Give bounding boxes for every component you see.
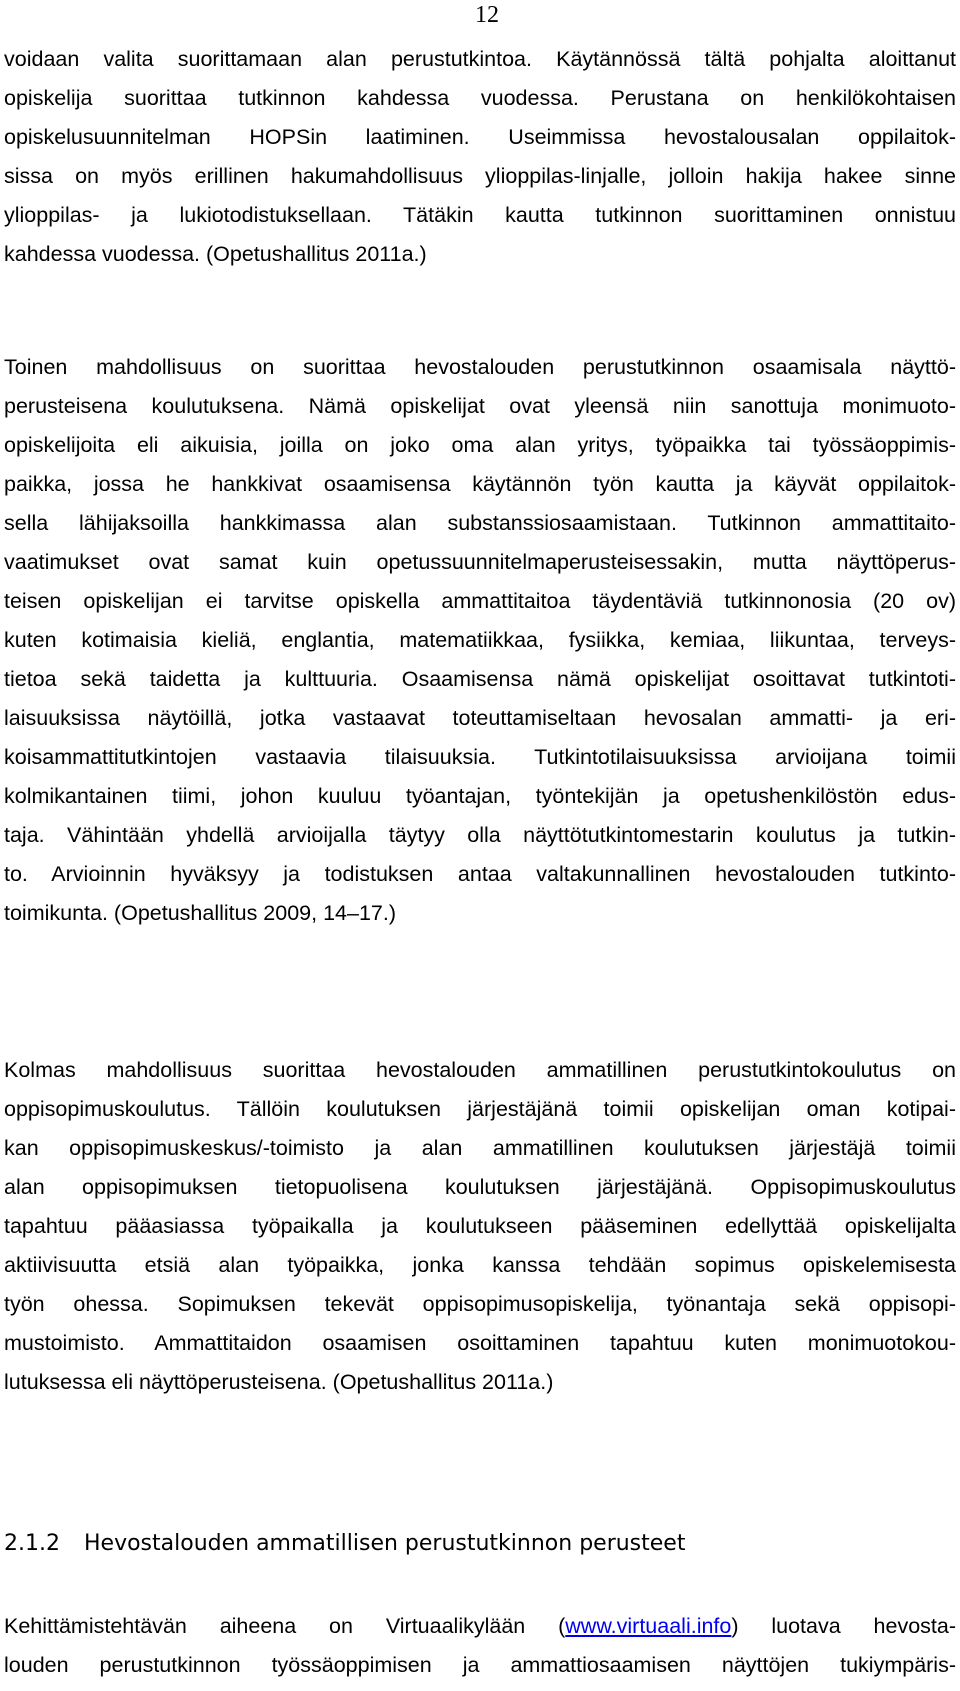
text-line: työn ohessa. Sopimuksen tekevät oppisopimusopiskelija, työnantaja sekä oppisopi- — [4, 1292, 956, 1316]
page-number: 12 — [475, 2, 499, 28]
virtuaali-link[interactable]: www.virtuaali.info — [565, 1614, 732, 1638]
text-line: lutuksessa eli näyttöperusteisena. (Opetushallitus 2011a.) — [4, 1370, 554, 1394]
text-line: sissa on myös erillinen hakumahdollisuus ylioppilas-linjalle, jolloin hakija hakee sinne — [4, 164, 956, 188]
text-line: laisuuksissa näytöillä, jotka vastaavat toteuttamiseltaan hevosalan ammatti- ja eri- — [4, 706, 956, 730]
text-line: vaatimukset ovat samat kuin opetussuunnitelmaperusteisessakin, mutta näyttöperus- — [4, 550, 956, 574]
paragraph-2 — [4, 348, 956, 933]
section-title: Hevostalouden ammatillisen perustutkinnon perusteet — [84, 1531, 686, 1556]
text-line: kuten kotimaisia kieliä, englantia, matematiikkaa, fysiikka, kemiaa, liikuntaa, terveys- — [4, 628, 956, 652]
text-line: perusteisena koulutuksena. Nämä opiskelijat ovat yleensä niin sanottuja monimuoto- — [4, 394, 956, 418]
text-line: taja. Vähintään yhdellä arvioijalla täytyy olla näyttötutkintomestarin koulutus ja tutkin- — [4, 823, 956, 847]
text-after-link: ) luotava hevosta- — [731, 1614, 956, 1638]
text-line: kan oppisopimuskeskus/-toimisto ja alan ammatillinen koulutuksen järjestäjä toimii — [4, 1136, 956, 1160]
section-heading — [4, 1524, 685, 1564]
text-line: ylioppilas- ja lukiotodistuksellaan. Tätäkin kautta tutkinnon suorittaminen onnistuu — [4, 203, 956, 227]
text-line: tietoa sekä taidetta ja kulttuuria. Osaamisensa nämä opiskelijat osoittavat tutkintoti- — [4, 667, 956, 691]
text-line: alan oppisopimuksen tietopuolisena koulutuksen järjestäjänä. Oppisopimuskoulutus — [4, 1175, 956, 1199]
text-line: kolmikantainen tiimi, johon kuuluu työantajan, työntekijän ja opetushenkilöstön edus- — [4, 784, 956, 808]
text-line: voidaan valita suorittamaan alan perustutkintoa. Käytännössä tältä pohjalta aloittanut — [4, 47, 956, 71]
text-line: tapahtuu pääasiassa työpaikalla ja koulutukseen pääseminen edellyttää opiskelijalta — [4, 1214, 956, 1238]
text-line: mustoimisto. Ammattitaidon osaamisen osoittaminen tapahtuu kuten monimuotokou- — [4, 1331, 956, 1355]
text-before-link: Kehittämistehtävän aiheena on Virtuaalikylään ( — [4, 1614, 566, 1638]
text-line: Kolmas mahdollisuus suorittaa hevostalouden ammatillinen perustutkintokoulutus on — [4, 1058, 956, 1082]
paragraph-1 — [4, 40, 956, 274]
paragraph-3 — [4, 1051, 956, 1402]
text-line: Toinen mahdollisuus on suorittaa hevostalouden perustutkinnon osaamisala näyttö- — [4, 355, 956, 379]
text-line: opiskelija suorittaa tutkinnon kahdessa vuodessa. Perustana on henkilökohtaisen — [4, 86, 956, 110]
paragraph-4 — [4, 1607, 956, 1685]
text-line: to. Arvioinnin hyväksyy ja todistuksen antaa valtakunnallinen hevostalouden tutkinto- — [4, 862, 956, 886]
text-line: sella lähijaksoilla hankkimassa alan substanssiosaamistaan. Tutkinnon ammattitaito- — [4, 511, 956, 535]
text-line: louden perustutkinnon työssäoppimisen ja ammattiosaamisen näyttöjen tukiympäris- — [4, 1653, 956, 1677]
text-line: oppisopimuskoulutus. Tällöin koulutuksen järjestäjänä toimii opiskelijan oman kotipai- — [4, 1097, 956, 1121]
section-number: 2.1.2 — [4, 1531, 60, 1556]
text-line: paikka, jossa he hankkivat osaamisensa käytännön työn kautta ja käyvät oppilaitok- — [4, 472, 956, 496]
text-line: aktiivisuutta etsiä alan työpaikka, jonka kanssa tehdään sopimus opiskelemisesta — [4, 1253, 956, 1277]
text-line: teisen opiskelijan ei tarvitse opiskella ammattitaitoa täydentäviä tutkinnonosia (20 ov) — [4, 589, 956, 613]
text-line: kahdessa vuodessa. (Opetushallitus 2011a.) — [4, 242, 427, 266]
text-line — [4, 1607, 956, 1646]
text-line: toimikunta. (Opetushallitus 2009, 14–17.) — [4, 901, 397, 925]
text-line: opiskelijoita eli aikuisia, joilla on joko oma alan yritys, työpaikka tai työssäoppimis- — [4, 433, 956, 457]
text-line: opiskelusuunnitelman HOPSin laatiminen. Useimmissa hevostalousalan oppilaitok- — [4, 125, 956, 149]
text-line: koisammattitutkintojen vastaavia tilaisuuksia. Tutkintotilaisuuksissa arvioijana toimii — [4, 745, 956, 769]
